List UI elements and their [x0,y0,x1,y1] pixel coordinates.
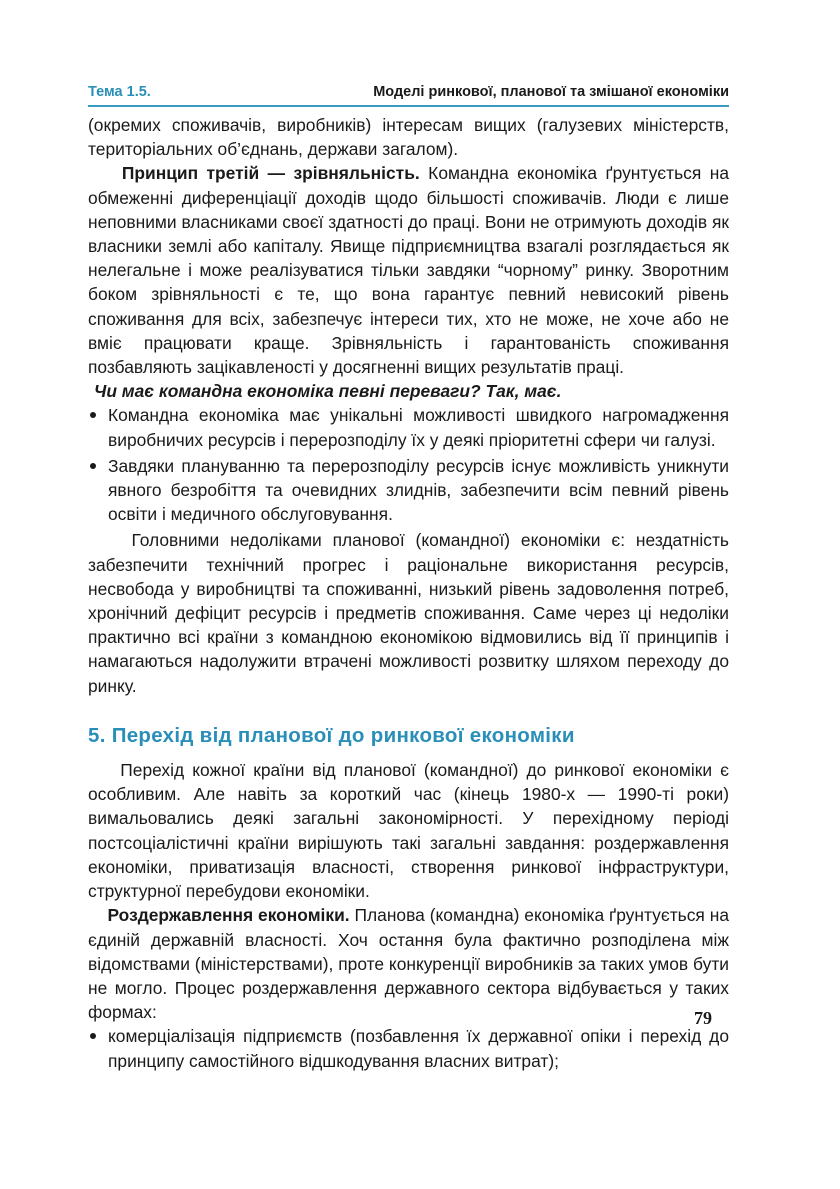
destatization-text: Планова (командна) економіка ґрунтується на єдиній державній власності. Хоч остання була фактично розподілена між відомствами (міністерствами), проте конкуренції виробників за таких умов бути не могло. Процес роздержавлення державного сектора відбувається у таких формах: [88,905,730,1023]
bullet-icon [90,463,96,469]
section-heading: 5. Перехід від планової до ринкової економіки [88,723,575,747]
topic-label: Тема 1.5. [88,84,151,100]
bullet-icon [90,1033,96,1039]
principle-three-text: Командна економіка ґрунтується на обмеженні диференціації доходів щодо більшості споживачів. Люди є лише неповними власниками своєї здатності до праці. Вони не отримують доходів як власники землі або капіталу. Явище підприємництва взагалі розглядається як нелегальне і може реалізуватися тільки завдяки “чорному” ринку. Зворотним боком зрівняльності є те, що вона гарантує певний невисокий рівень споживання для всіх, забезпечує інтереси тих, хто не може, не хоче або не вміє працювати краще. Зрівняльність і гарантованість споживання позбавляють зацікавленості у досягненні вищих результатів праці. [88,163,730,378]
paragraph-transition: Перехід кожної країни від планової (командної) до ринкової економіки є особливим. Але навіть за короткий час (кінець 1980-х — 1990-ті роки) вимальовались деякі загальні закономірності. У перехідному періоді постсоціалістичні країни вирішують такі загальні завдання: роздержавлення економіки, приватизація власності, створення ринкової інфраструктури, структурної перебудови економіки. [88,760,729,902]
paragraph-destatization [88,903,729,1024]
advantages-question: Чи має командна економіка певні переваги? Так, має. [94,381,562,402]
list-item: Командна економіка має унікальні можливості швидкого нагромадження виробничих ресурсів і перерозподілу їх у деякі пріоритетні сфери чи галузі. [88,403,729,451]
running-header [88,84,729,107]
paragraph-continuation: (окремих споживачів, виробників) інтересам вищих (галузевих міністерств, територіальних об’єднань, держави загалом). [88,115,729,160]
textbook-page [88,84,729,1075]
advantages-list [88,403,729,526]
chapter-title: Моделі ринкової, планової та змішаної економіки [373,84,729,100]
page-number: 79 [694,1008,712,1028]
body-text [88,113,729,1073]
principle-three-lead: Принцип третій — зрівняльність. [121,163,420,184]
list-item: Завдяки плануванню та перерозподілу ресурсів існує можливість уникнути явного безробіття та очевидних злиднів, забезпечити всім певний рівень освіти і медичного обслуговування. [88,454,729,527]
bullet-icon [90,412,96,418]
paragraph-drawbacks: Головними недоліками планової (командної) економіки є: нездатність забезпечити технічний прогрес і раціональне використання ресурсів, несвобода у виробництві та споживанні, низький рівень задоволення потреб, хронічний дефіцит ресурсів і предметів споживання. Саме через ці недоліки практично всі країни з командною економікою відмовились від її принципів і намагаються надолужити втрачені можливості розвитку шляхом переходу до ринку. [88,530,729,696]
destatization-forms-list [88,1024,729,1072]
list-item: комерціалізація підприємств (позбавлення їх державної опіки і перехід до принципу самостійного відшкодування власних витрат); [88,1024,729,1072]
destatization-lead: Роздержавлення економіки. [107,905,350,926]
paragraph-principle-three [88,161,729,379]
